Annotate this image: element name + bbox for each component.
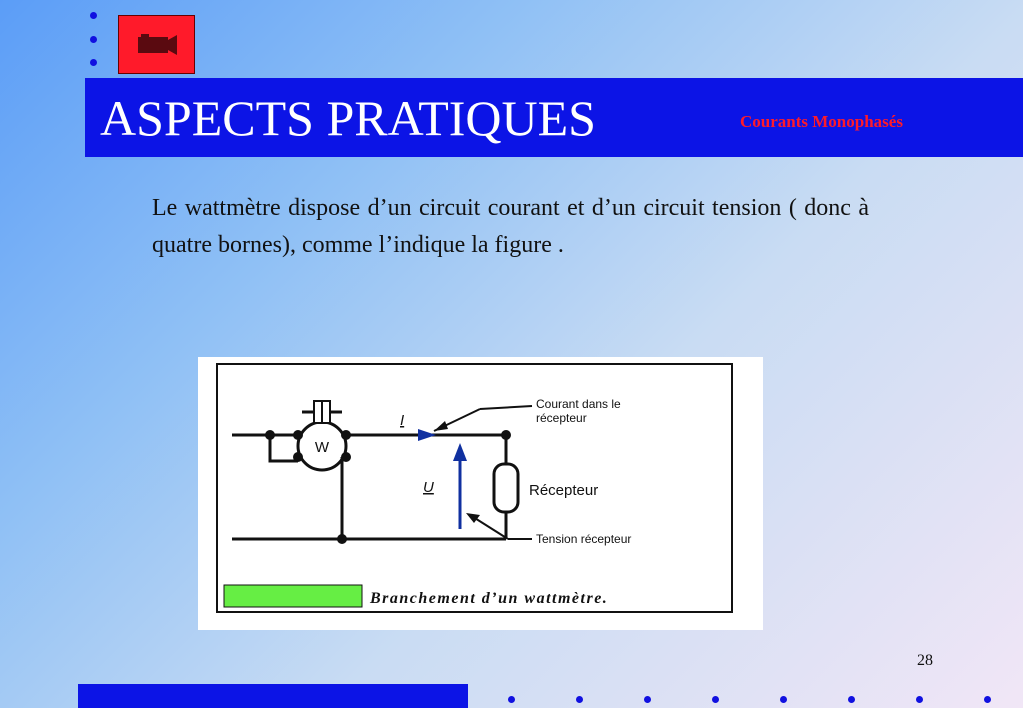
footer-bar [78, 684, 468, 708]
voltage-label: U [423, 479, 434, 496]
circuit-diagram [198, 357, 763, 630]
footer-dot [848, 696, 855, 703]
receiver-annotation: Récepteur [529, 482, 599, 499]
camera-button[interactable] [118, 15, 195, 74]
body-paragraph: Le wattmètre dispose d’un circuit courant et d’un circuit tension ( donc à quatre bornes), comme l’indique la figure . [152, 195, 869, 258]
footer-dot [644, 696, 651, 703]
current-annotation-line1: Courant dans le [536, 397, 621, 411]
wattmeter-figure [198, 357, 763, 630]
bullet-dot [90, 12, 97, 19]
figure-frame [217, 364, 732, 612]
bullet-dot [90, 59, 97, 66]
section-subtitle: Courants Monophasés [740, 112, 903, 131]
page-number: 28 [917, 652, 933, 669]
wattmeter-label: W [314, 439, 330, 456]
page-title: ASPECTS PRATIQUES [100, 90, 596, 146]
footer-dot [984, 696, 991, 703]
footer-dot [508, 696, 515, 703]
footer-dot [712, 696, 719, 703]
current-label: I [400, 412, 405, 429]
footer-dot [576, 696, 583, 703]
footer-dot [780, 696, 787, 703]
caption-color-box [224, 585, 362, 607]
voltage-annotation: Tension récepteur [536, 532, 632, 546]
camera-icon [119, 16, 196, 75]
footer-dot [916, 696, 923, 703]
receiver-resistor [494, 464, 518, 512]
bullet-dot [90, 36, 97, 43]
figure-caption: Branchement d’un wattmètre. [370, 590, 609, 607]
current-annotation-line2: récepteur [536, 411, 587, 425]
